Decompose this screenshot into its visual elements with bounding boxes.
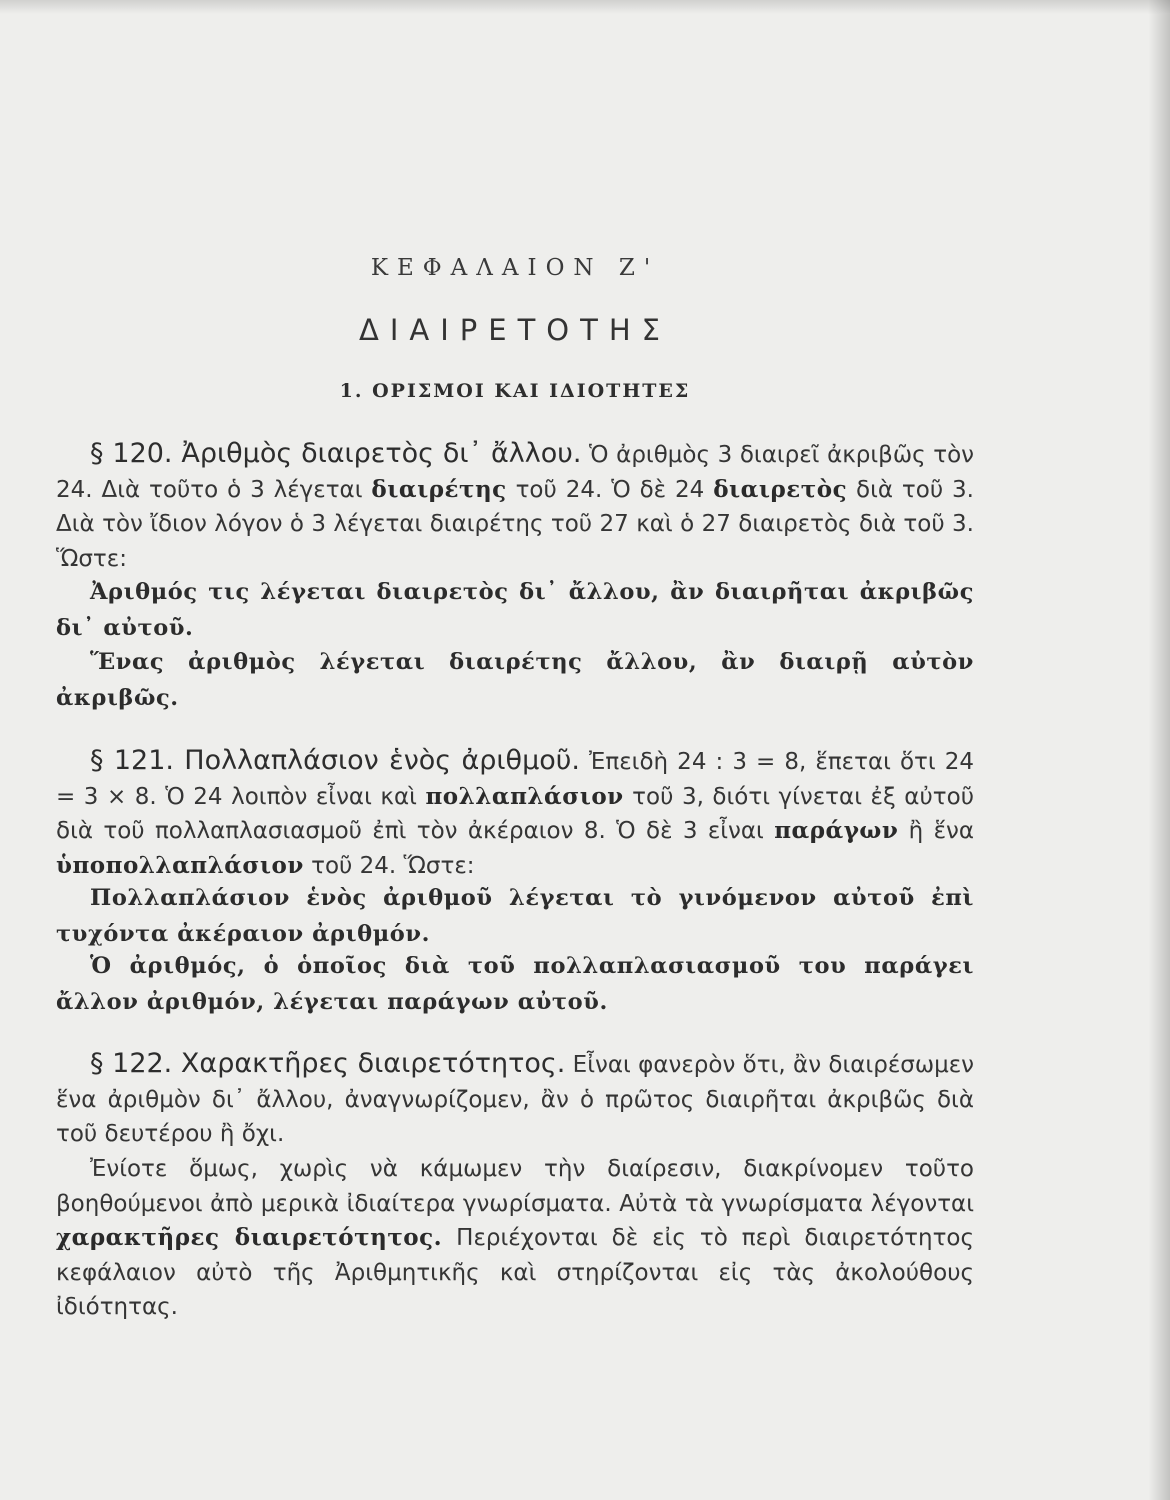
paragraph-122-2 — [56, 1152, 974, 1325]
paragraph-121-text-2: τοῦ 3, διότι γίνεται ἐξ αὐτοῦ διὰ τοῦ πολλαπλασιασμοῦ ἐπὶ τὸν ἀκέραιον 8. Ὁ δὲ 3 εἶναι — [56, 783, 974, 844]
term-pollaplasion: πολλαπλάσιον — [425, 782, 624, 810]
term-paragon: παράγων — [774, 817, 899, 844]
chapter-title: ΔΙΑΙΡΕΤΟΤΗΣ — [359, 313, 671, 347]
paragraph-122-text-1: Εἶναι φανερὸν ὅτι, ἂν διαιρέσωμεν ἕνα ἀριθμὸν δι᾽ ἄλλου, ἀναγνωρίζομεν, ἂν ὁ πρῶτος διαιρῆται ἀκριβῶς διὰ τοῦ δευτέρου ἢ ὄχι. — [56, 1052, 975, 1147]
paragraph-120-text-1: Ὁ ἀριθμὸς 3 διαιρεῖ ἀκριβῶς τὸν 24. Διὰ τοῦτο ὁ 3 λέγεται — [56, 442, 974, 503]
term-ypopollaplasion: ὑποπολλαπλάσιον — [56, 851, 304, 879]
chapter-heading: ΚΕΦΑΛΑΙΟΝ Ζ' — [370, 255, 660, 281]
paragraph-121-text-3: ἢ ἕνα — [898, 818, 975, 844]
section-subtitle: 1. ΟΡΙΣΜΟΙ ΚΑΙ ΙΔΙΟΤΗΤΕΣ — [339, 380, 691, 402]
term-diairetis: διαιρέτης — [371, 475, 507, 503]
section-121-heading: § 121. Πολλαπλάσιον ἑνὸς ἀριθμοῦ. — [90, 745, 580, 776]
section-122-heading: § 122. Χαρακτῆρες διαιρετότητος. — [90, 1048, 566, 1079]
rule-120-2: Ἕνας ἀριθμὸς λέγεται διαιρέτης ἄλλου, ἂν διαιρῇ αὐτὸν ἀκριβῶς. — [56, 649, 974, 711]
rule-121-1: Πολλαπλάσιον ἑνὸς ἀριθμοῦ λέγεται τὸ γινόμενον αὐτοῦ ἐπὶ τυχόντα ἀκέραιον ἀριθμόν. — [56, 885, 974, 947]
paragraph-121 — [56, 744, 974, 883]
page-edge-shadow — [1148, 0, 1170, 1500]
rule-121-2: Ὁ ἀριθμός, ὁ ὁποῖος διὰ τοῦ πολλαπλασιασμοῦ του παράγει ἄλλον ἀριθμόν, λέγεται παράγων αὐτοῦ. — [56, 953, 974, 1015]
page-top-shadow — [0, 0, 1170, 14]
paragraph-122 — [56, 1047, 974, 1152]
term-charaktires: χαρακτῆρες διαιρετότητος. — [56, 1224, 443, 1251]
rule-120-1: Ἀριθμός τις λέγεται διαιρετὸς δι᾽ ἄλλου, ἂν διαιρῆται ἀκριβῶς δι᾽ αὐτοῦ. — [56, 579, 974, 641]
paragraph-122-2-text-2: Περιέχονται δὲ εἰς τὸ περὶ διαιρετότητος κεφάλαιον αὐτὸ τῆς Ἀριθμητικῆς καὶ στηρίζονται εἰς τὰς ἀκολούθους ἰδιότητας. — [56, 1225, 975, 1320]
paragraph-120 — [56, 437, 974, 576]
section-120-heading: § 120. Ἀριθμὸς διαιρετὸς δι᾽ ἄλλου. — [90, 438, 582, 469]
paragraph-122-2-text-1: Ἐνίοτε ὅμως, χωρὶς νὰ κάμωμεν τὴν διαίρεσιν, διακρίνομεν τοῦτο βοηθούμενοι ἀπὸ μερικὰ ἰδιαίτερα γνωρίσματα. Αὐτὰ τὰ γνωρίσματα λέγονται — [56, 1156, 974, 1217]
paragraph-121-text-1: Ἐπειδὴ 24 : 3 = 8, ἕπεται ὅτι 24 = 3 × 8. Ὁ 24 λοιπὸν εἶναι καὶ — [56, 749, 974, 810]
paragraph-120-text-2: τοῦ 24. Ὁ δὲ 24 — [506, 476, 714, 503]
term-diairetos: διαιρετὸς — [713, 475, 848, 503]
paragraph-120-text-3: διὰ τοῦ 3. Διὰ τὸν ἴδιον λόγον ὁ 3 λέγεται διαιρέτης τοῦ 27 καὶ ὁ 27 διαιρετὸς διὰ τοῦ 3. Ὥστε: — [56, 476, 974, 572]
paragraph-121-text-4: τοῦ 24. Ὥστε: — [303, 852, 475, 879]
